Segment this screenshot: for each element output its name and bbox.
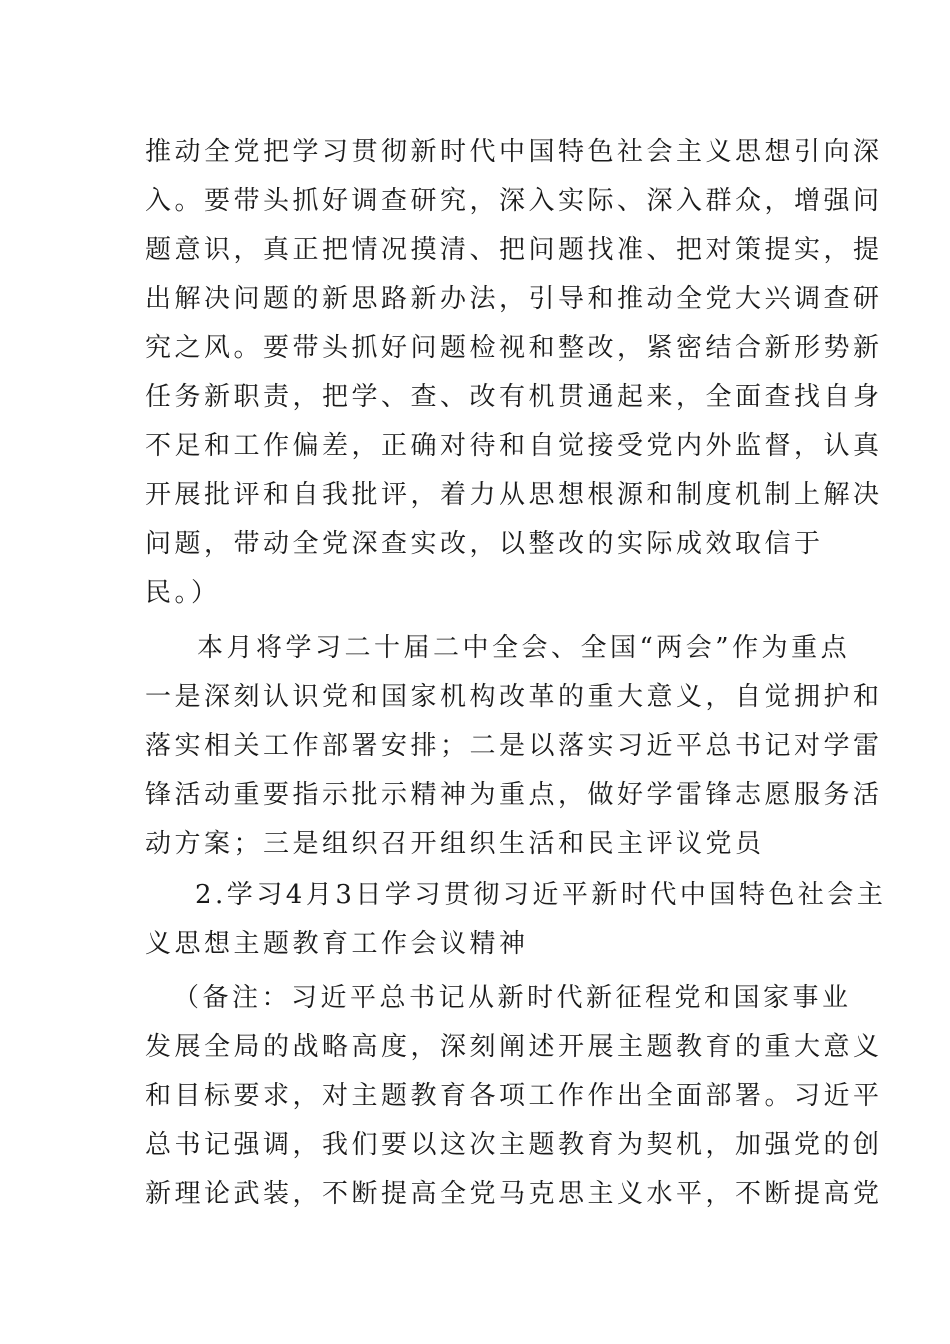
text-line: 问题，带动全党深查实改，以整改的实际成效取信于 <box>145 529 824 559</box>
text-line: 动方案；三是组织召开组织生活和民主评议党员 <box>145 829 765 859</box>
text-line: 本月将学习二十届二中全会、全国“两会”作为重点 <box>197 633 851 663</box>
text-line: 一是深刻认识党和国家机构改革的重大意义，自觉拥护和 <box>145 682 883 712</box>
paragraph-2 <box>145 624 883 869</box>
text-line: 锋活动重要指示批示精神为重点，做好学雷锋志愿服务活 <box>145 780 883 810</box>
text-line: 民。） <box>145 578 221 608</box>
text-line: 新理论武装，不断提高全党马克思主义水平，不断提高党 <box>145 1179 883 1209</box>
text-line: （备注：习近平总书记从新时代新征程党和国家事业 <box>173 983 852 1013</box>
note-paragraph <box>145 974 883 1219</box>
text-line: 题意识，真正把情况摸清、把问题找准、把对策提实，提 <box>145 235 883 265</box>
paragraph-1 <box>145 128 883 618</box>
text-line: 义思想主题教育工作会议精神 <box>145 929 529 959</box>
text-line: 不足和工作偏差，正确对待和自觉接受党内外监督，认真 <box>145 431 883 461</box>
text-line: 落实相关工作部署安排；二是以落实习近平总书记对学雷 <box>145 731 883 761</box>
text-line: 和目标要求，对主题教育各项工作作出全面部署。习近平 <box>145 1081 883 1111</box>
text-line: 究之风。要带头抓好问题检视和整改，紧密结合新形势新 <box>145 333 883 363</box>
text-line: 任务新职责，把学、查、改有机贯通起来，全面查找自身 <box>145 382 883 412</box>
text-line: 发展全局的战略高度，深刻阐述开展主题教育的重大意义 <box>145 1032 883 1062</box>
text-line: 入。要带头抓好调查研究，深入实际、深入群众，增强问 <box>145 186 883 216</box>
text-line: 总书记强调，我们要以这次主题教育为契机，加强党的创 <box>145 1130 883 1160</box>
text-line: 开展批评和自我批评，着力从思想根源和制度机制上解决 <box>145 480 883 510</box>
text-line: 出解决问题的新思路新办法，引导和推动全党大兴调查研 <box>145 284 883 314</box>
text-line: 推动全党把学习贯彻新时代中国特色社会主义思想引向深 <box>145 137 883 167</box>
item-2-heading <box>145 871 887 969</box>
text-line: 2.学习4月3日学习贯彻习近平新时代中国特色社会主 <box>195 880 887 910</box>
